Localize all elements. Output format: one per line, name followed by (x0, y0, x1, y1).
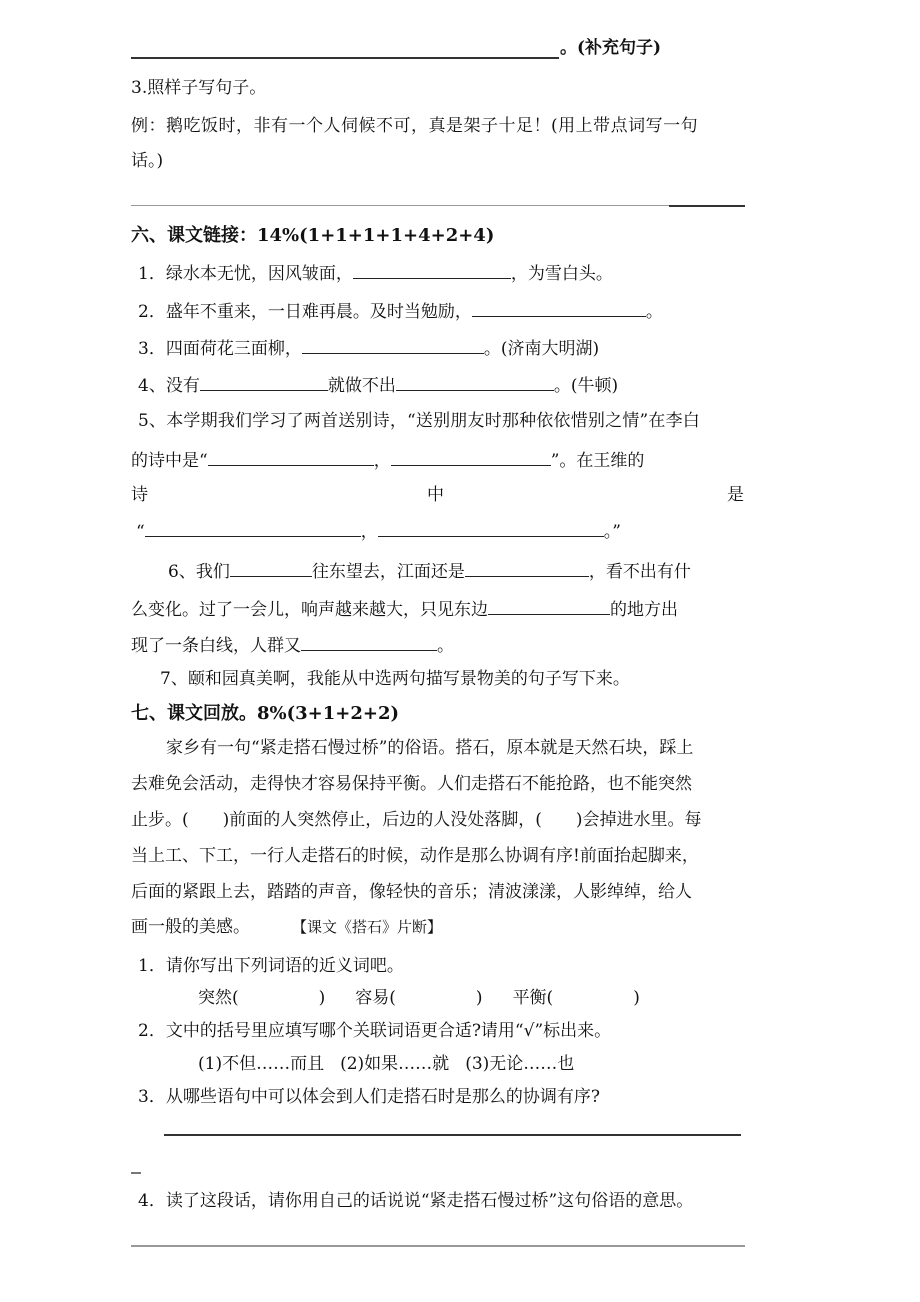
s7-q2-option-3[interactable]: (3)无论……也 (465, 1054, 575, 1074)
s7-q1-word-3: 平衡( (512, 988, 554, 1008)
answer-line-s7-q4[interactable] (131, 1245, 745, 1247)
passage-line-3: 止步。( )前面的人突然停止，后边的人没处落脚，( )会掉进水里。每 (131, 810, 702, 830)
s7-q2-option-2[interactable]: (2)如果……就 (340, 1054, 450, 1074)
s6-item-3-blank[interactable] (302, 339, 484, 354)
s6-q5-blank-1[interactable] (208, 451, 374, 466)
s6-item-3-prefix: 3．四面荷花三面柳， (138, 339, 302, 359)
s6-q5-line3-c: 是 (727, 485, 744, 505)
s6-item-1-blank[interactable] (353, 264, 511, 279)
passage-line-4: 当上工、下工，一行人走搭石的时候，动作是那么协调有序!前面抬起脚来， (131, 846, 699, 866)
section7-heading: 七、课文回放。8%(3+1+2+2) (131, 703, 400, 724)
s7-q1-words: 突然( ) 容易( ) 平衡( ) (198, 988, 640, 1008)
s6-q5-line1: 5、本学期我们学习了两首送别诗，“送别朋友时那种依依惜别之情”在李白 (138, 411, 700, 431)
section6-heading: 六、课文链接：14%(1+1+1+1+4+2+4) (131, 225, 495, 246)
s6-q6-blank-2[interactable] (465, 562, 589, 577)
s6-item-1 (138, 264, 613, 283)
s6-q6-line3 (131, 636, 454, 655)
s6-q5-line4-open: “ (136, 522, 145, 542)
s6-item-4 (138, 376, 618, 395)
s6-item-4-middle: 就做不出 (327, 376, 396, 396)
answer-line-supplement[interactable] (131, 57, 559, 59)
s6-item-1-prefix: 1．绿水本无忧，因风皱面， (138, 264, 353, 284)
s7-q2-options (198, 1056, 574, 1073)
s6-q5-line2-comma: ， (373, 451, 391, 471)
s6-q5-line2-prefix: 的诗中是“ (131, 451, 208, 471)
s6-q6-line3-a: 现了一条白线，人群又 (131, 636, 301, 656)
s6-q5-line4-comma: ， (360, 522, 378, 542)
s6-q6-line2-a: 么变化。过了一会儿，响声越来越大，只见东边 (131, 600, 488, 620)
s7-q1-word-1: 突然( (198, 988, 239, 1008)
answer-line-s7-q3-tail (131, 1172, 141, 1174)
s6-item-2-suffix: 。 (645, 302, 663, 322)
passage-line-6 (131, 919, 442, 936)
s6-q5-line4 (136, 522, 621, 541)
s6-item-2-blank[interactable] (472, 302, 646, 317)
s6-q6-blank-3[interactable] (488, 600, 610, 615)
passage-line-1: 家乡有一句“紧走搭石慢过桥”的俗语。搭石，原本就是天然石块，踩上 (166, 738, 694, 758)
s6-q5-line4-close: 。” (603, 522, 621, 542)
s6-item-4-prefix: 4、没有 (138, 376, 200, 396)
s6-item-3 (138, 339, 599, 358)
s6-item-4-blank-2[interactable] (396, 376, 554, 391)
s6-q6-line2-b: 的地方出 (610, 600, 678, 620)
s7-q2: 2．文中的括号里应填写哪个关联词语更合适?请用“√”标出来。 (138, 1021, 612, 1041)
s7-q3: 3．从哪些语句中可以体会到人们走搭石时是那么的协调有序? (138, 1087, 600, 1107)
s6-q6-line3-b: 。 (437, 636, 454, 656)
s6-q5-blank-3[interactable] (145, 522, 361, 537)
answer-line-q3[interactable] (131, 205, 669, 206)
s6-item-1-suffix: ，为雪白头。 (510, 264, 613, 284)
s6-item-2 (138, 302, 663, 321)
s6-q6-blank-4[interactable] (301, 636, 437, 651)
answer-line-q3-end[interactable] (669, 205, 745, 207)
s6-q6-line1-c: ，看不出有什 (588, 562, 691, 582)
s6-item-2-prefix: 2．盛年不重来，一日难再晨。及时当勉励， (138, 302, 472, 322)
s6-q5-line3-a: 诗 (131, 485, 148, 505)
s6-q6-line2 (131, 600, 678, 619)
s6-q5-blank-4[interactable] (378, 522, 604, 537)
s7-q2-option-1[interactable]: (1)不但……而且 (198, 1054, 325, 1074)
passage-line-5: 后面的紧跟上去，踏踏的声音，像轻快的音乐；清波漾漾，人影绰绰，给人 (131, 882, 692, 902)
s6-item-4-blank-1[interactable] (200, 376, 328, 391)
s6-q5-line2-suffix: ”。在王维的 (550, 451, 645, 471)
s6-item-3-suffix: 。(济南大明湖) (483, 339, 600, 359)
s7-q1-word-2: 容易( (355, 988, 396, 1008)
answer-line-s7-q3[interactable] (164, 1134, 741, 1136)
s7-q1: 1．请你写出下列词语的近义词吧。 (138, 956, 404, 976)
q3-title: 3.照样子写句子。 (131, 78, 267, 98)
q3-example-line1: 例：鹅吃饭时，非有一个人伺候不可，真是架子十足！(用上带点词写一句 (131, 116, 699, 136)
passage-source: 【课文《搭石》片断】 (292, 918, 443, 936)
q3-example-line2: 话。) (131, 151, 164, 171)
passage-line-2: 去难免会活动，走得快才容易保持平衡。人们走搭石不能抢路，也不能突然 (131, 774, 692, 794)
passage-line-6-text: 画一般的美感。 (131, 917, 250, 937)
s6-q6-blank-1[interactable] (230, 562, 312, 577)
s6-q5-line3-b: 中 (427, 485, 444, 505)
s6-q5-line2 (131, 451, 745, 470)
s6-item-4-suffix: 。(牛顿) (553, 376, 619, 396)
s6-q5-blank-2[interactable] (391, 451, 551, 466)
s7-q4: 4．读了这段话，请你用自己的话说说“紧走搭石慢过桥”这句俗语的意思。 (138, 1191, 694, 1211)
s6-q6-line1 (168, 562, 691, 581)
s6-q6-line1-a: 6、我们 (168, 562, 230, 582)
s6-q7: 7、颐和园真美啊，我能从中选两句描写景物美的句子写下来。 (160, 669, 630, 689)
s6-q6-line1-b: 往东望去，江面还是 (311, 562, 465, 582)
supplement-label: 。(补充句子) (560, 38, 662, 58)
